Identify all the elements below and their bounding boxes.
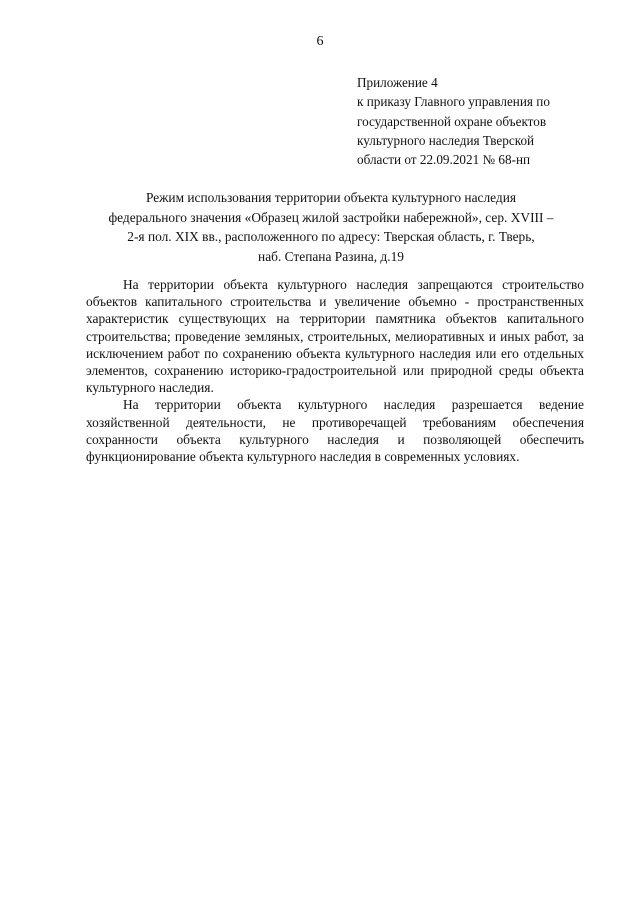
appendix-line: к приказу Главного управления по — [357, 94, 550, 110]
paragraph-permissions: На территории объекта культурного наследия разрешается ведение хозяйственной деятельности, не противоречащей требованиям обеспечения сохранности объекта культурного наследия и позволяющей обеспечить функционирование объекта культурного наследия в современных условиях. — [86, 397, 584, 465]
document-body — [86, 276, 584, 465]
appendix-line: Приложение 4 — [357, 75, 438, 90]
paragraph-prohibitions: На территории объекта культурного наследия запрещаются строительство объектов капитального строительства и увеличение объемно - пространственных характеристик существующих на территории памятника объектов капитального строительства; проведение земляных, строительных, мелиоративных и иных работ, за исключением работ по сохранению объекта культурного наследия или его отдельных элементов, сохранению историко-градостроительной или природной среды объекта культурного наследия. — [86, 277, 584, 396]
title-line: наб. Степана Разина, д.19 — [258, 248, 404, 264]
appendix-line: области от 22.09.2021 № 68-нп — [357, 152, 531, 168]
appendix-line: культурного наследия Тверской — [357, 132, 535, 148]
document-title — [86, 188, 576, 266]
page-number: 6 — [316, 34, 324, 49]
appendix-header — [357, 73, 585, 169]
appendix-line: государственной охране объектов — [357, 113, 547, 129]
title-line: 2-я пол. XIX вв., расположенного по адресу: Тверская область, г. Тверь, — [127, 229, 535, 245]
title-line: Режим использования территории объекта культурного наследия — [145, 190, 517, 205]
title-line: федерального значения «Образец жилой застройки набережной», сер. XVIII – — [108, 209, 554, 225]
